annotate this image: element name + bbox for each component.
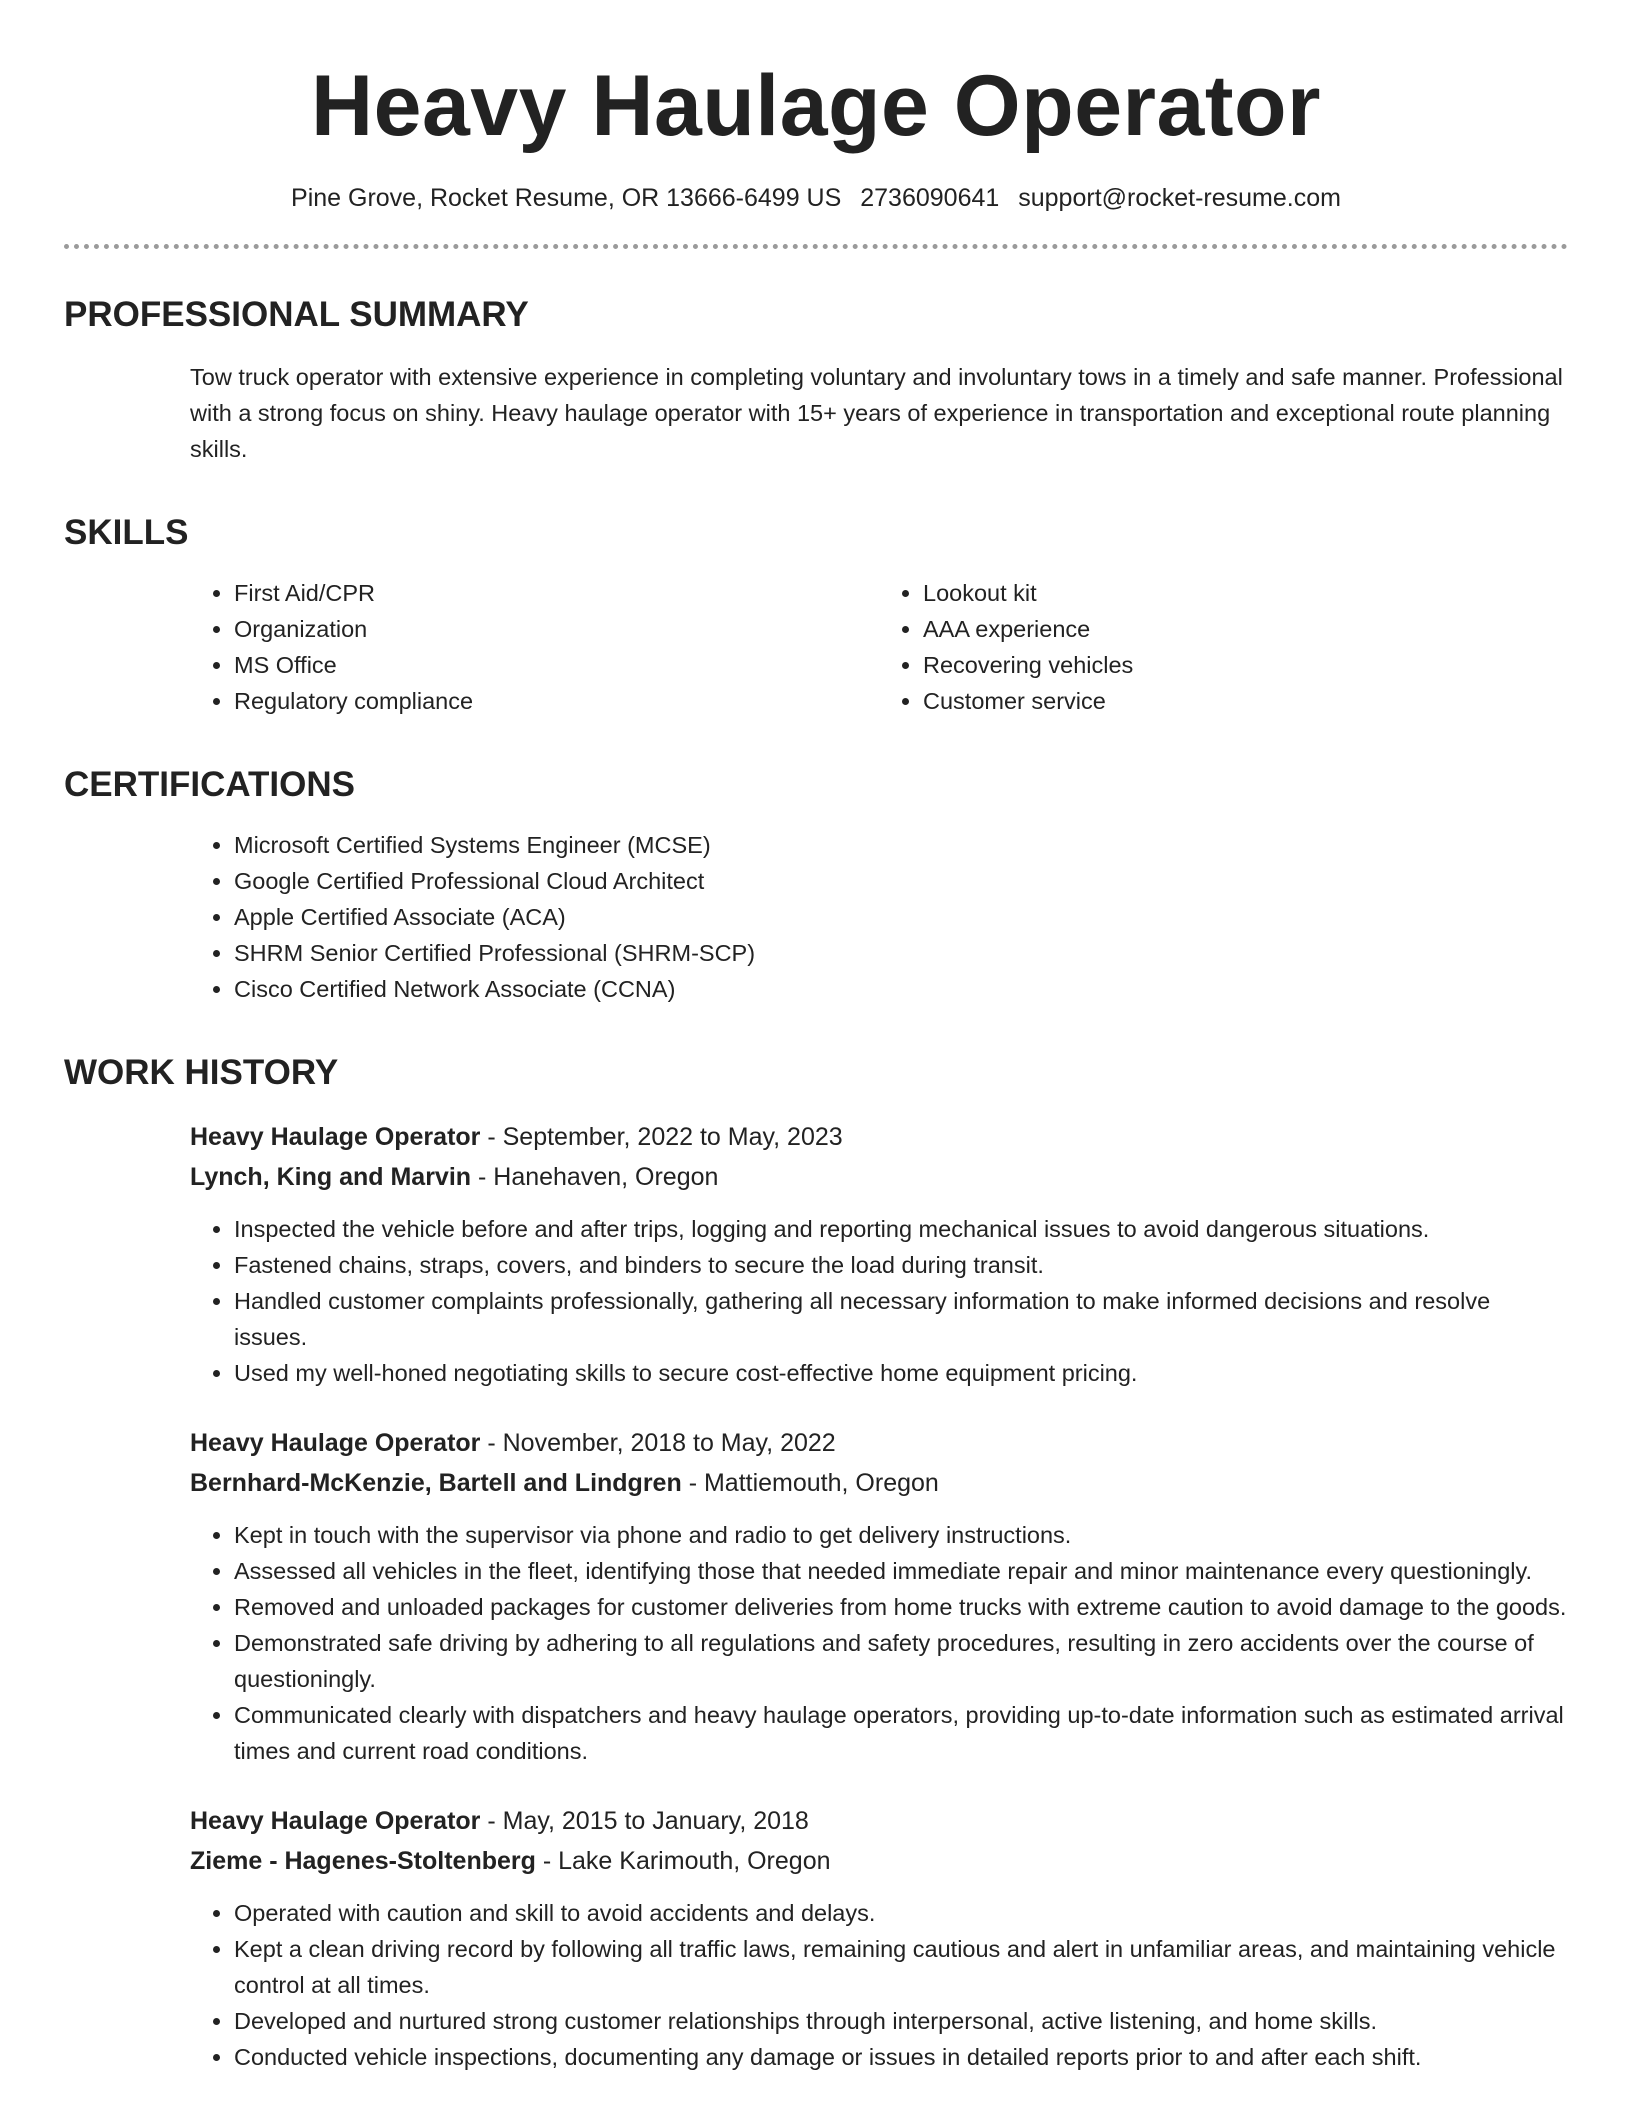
job-bullet: • Conducted vehicle inspections, documenting any damage or issues in detailed reports prior to and after each shift.	[234, 2039, 1568, 2075]
skill-item: • Lookout kit	[923, 575, 1568, 611]
job-bullet: • Communicated clearly with dispatchers and heavy haulage operators, providing up-to-date information such as estimated arrival times and current road conditions.	[234, 1697, 1568, 1769]
certification-item: • SHRM Senior Certified Professional (SHRM-SCP)	[234, 935, 1568, 971]
job-bullet: • Used my well-honed negotiating skills to secure cost-effective home equipment pricing.	[234, 1355, 1568, 1391]
certifications-list	[190, 827, 1568, 1007]
job-bullets	[190, 1211, 1568, 1391]
job-entry	[64, 1117, 1568, 1391]
job-role: Heavy Haulage Operator	[190, 1429, 481, 1457]
job-bullet: • Operated with caution and skill to avoid accidents and delays.	[234, 1895, 1568, 1931]
job-location: - Hanehaven, Oregon	[471, 1163, 719, 1191]
certifications-title: CERTIFICATIONS	[64, 765, 356, 804]
job-company-line	[190, 1841, 1568, 1881]
skills-title: SKILLS	[64, 513, 189, 552]
job-company-line	[190, 1157, 1568, 1197]
job-location: - Lake Karimouth, Oregon	[535, 1847, 831, 1875]
contact-phone: 2736090641	[860, 184, 1000, 212]
header-divider	[64, 244, 1568, 249]
skill-item: • Customer service	[923, 683, 1568, 719]
certification-item: • Google Certified Professional Cloud Architect	[234, 863, 1568, 899]
certifications-section	[64, 763, 1568, 1007]
skill-item: • Organization	[234, 611, 879, 647]
certification-item: • Apple Certified Associate (ACA)	[234, 899, 1568, 935]
job-bullet: • Assessed all vehicles in the fleet, identifying those that needed immediate repair and minor maintenance every questioningly.	[234, 1553, 1568, 1589]
job-company: Lynch, King and Marvin	[190, 1163, 472, 1191]
job-bullet: • Fastened chains, straps, covers, and binders to secure the load during transit.	[234, 1247, 1568, 1283]
skills-list-right	[879, 575, 1568, 719]
contact-line	[64, 182, 1568, 214]
skill-item: • Recovering vehicles	[923, 647, 1568, 683]
job-dates: - September, 2022 to May, 2023	[480, 1123, 843, 1151]
summary-title: PROFESSIONAL SUMMARY	[64, 295, 529, 334]
certification-item: • Microsoft Certified Systems Engineer (MCSE)	[234, 827, 1568, 863]
job-dates: - November, 2018 to May, 2022	[480, 1429, 836, 1457]
work-history-section	[64, 1051, 1568, 2075]
work-history-title: WORK HISTORY	[64, 1053, 339, 1092]
job-bullet: • Kept in touch with the supervisor via phone and radio to get delivery instructions.	[234, 1517, 1568, 1553]
summary-section	[64, 293, 1568, 467]
job-company-line	[190, 1463, 1568, 1503]
skill-item: • AAA experience	[923, 611, 1568, 647]
summary-text: Tow truck operator with extensive experience in completing voluntary and involuntary tows in a timely and safe manner. Professional with a strong focus on shiny. Heavy haulage operator with 15+ years of experience in transportation and exceptional route planning skills.	[190, 364, 1563, 462]
job-bullet: • Removed and unloaded packages for customer deliveries from home trucks with extreme caution to avoid damage to the goods.	[234, 1589, 1568, 1625]
skills-grid	[190, 575, 1568, 719]
job-dates: - May, 2015 to January, 2018	[480, 1807, 809, 1835]
job-bullet: • Developed and nurtured strong customer relationships through interpersonal, active listening, and home skills.	[234, 2003, 1568, 2039]
job-role-line	[190, 1423, 1568, 1463]
skill-item: • MS Office	[234, 647, 879, 683]
job-company: Bernhard-McKenzie, Bartell and Lindgren	[190, 1469, 682, 1497]
job-bullet: • Demonstrated safe driving by adhering to all regulations and safety procedures, resulting in zero accidents over the course of questioningly.	[234, 1625, 1568, 1697]
job-bullets	[190, 1517, 1568, 1769]
job-role-line	[190, 1117, 1568, 1157]
job-bullet: • Inspected the vehicle before and after trips, logging and reporting mechanical issues to avoid dangerous situations.	[234, 1211, 1568, 1247]
job-location: - Mattiemouth, Oregon	[681, 1469, 939, 1497]
job-role: Heavy Haulage Operator	[190, 1123, 481, 1151]
skills-list-left	[190, 575, 879, 719]
contact-address: Pine Grove, Rocket Resume, OR 13666-6499 US	[291, 184, 842, 212]
resume-header	[64, 0, 1568, 214]
job-role: Heavy Haulage Operator	[190, 1807, 481, 1835]
job-entry	[64, 1801, 1568, 2075]
job-bullets	[190, 1895, 1568, 2075]
job-bullet: • Handled customer complaints professionally, gathering all necessary information to make informed decisions and resolve issues.	[234, 1283, 1568, 1355]
job-role-line	[190, 1801, 1568, 1841]
skills-section	[64, 511, 1568, 719]
certification-item: • Cisco Certified Network Associate (CCNA)	[234, 971, 1568, 1007]
job-bullet: • Kept a clean driving record by following all traffic laws, remaining cautious and alert in unfamiliar areas, and maintaining vehicle control at all times.	[234, 1931, 1568, 2003]
candidate-name: Heavy Haulage Operator	[311, 58, 1321, 154]
job-entry	[64, 1423, 1568, 1769]
contact-email: support@rocket-resume.com	[1018, 184, 1341, 212]
skill-item: • Regulatory compliance	[234, 683, 879, 719]
job-company: Zieme - Hagenes-Stoltenberg	[190, 1847, 536, 1875]
skill-item: • First Aid/CPR	[234, 575, 879, 611]
